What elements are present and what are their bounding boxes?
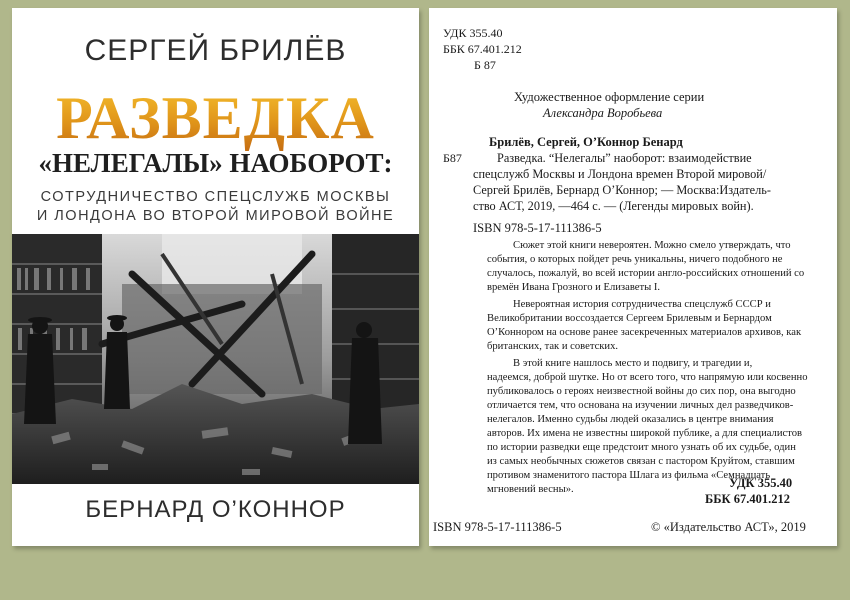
annotation-line: времён Ивана Грозного и Елизаветы I. [487,282,661,293]
annotation-line: В этой книге нашлось место и подвигу, и трагедии и, [513,358,753,369]
footer-isbn: ISBN 978-5-17-111386-5 [433,520,562,534]
cover-subtitle: «НЕЛЕГАЛЫ» НАОБОРОТ: [38,148,393,178]
bibliographic-code: Б87 [443,151,462,165]
annotation-line: нелегалов. Именно судьбы людей оказались в центре внимания [487,414,774,425]
bibliographic-line: ство АСТ, 2019, —464 с. — (Легенды мировых войн). [473,199,754,213]
udk-index: УДК 355.40 [443,26,503,40]
annotation-line: британских, так и советских. [487,341,619,352]
annotation-line: Великобритании воссоздается Сергеем Брилевым и Бернардом [487,313,772,324]
annotation-line: надеемся, доброй шутке. Но от всего того, что напрямую или косвенно [487,372,808,383]
bbk-repeat: ББК 67.401.212 [705,492,790,506]
bibliographic-authors: Брилёв, Сергей, О’Коннор Бенард [489,135,683,149]
annotation-line: мгновений весны». [487,484,574,495]
annotation-line: О’Коннором на основе ранее засекреченных материалов архивов, как [487,327,802,338]
bibliographic-line: Сергей Брилёв, Бернард О’Коннор; — Москва:Издатель- [473,183,771,197]
cover-author-bottom: БЕРНАРД О’КОННОР [85,496,346,523]
cover-title: РАЗВЕДКА [12,84,419,153]
annotation-line: случалось, пожалуй, во всей истории англо-российских отношений со [487,268,805,279]
book-cover [12,8,419,546]
annotation-line: Сюжет этой книги невероятен. Можно смело утверждать, что [513,240,791,251]
isbn: ISBN 978-5-17-111386-5 [473,221,602,235]
annotation-line: события, о которых пойдет речь уникальны, ничего подобного не [487,254,783,265]
cover-tagline-line-1: СОТРУДНИЧЕСТВО СПЕЦСЛУЖБ МОСКВЫ [40,189,391,205]
footer-copyright: © «Издательство АСТ», 2019 [651,520,806,534]
cover-author-top: СЕРГЕЙ БРИЛЁВ [84,34,347,67]
author-mark: Б 87 [474,58,496,72]
imprint-page [429,8,837,546]
series-design-artist: Александра Воробьева [543,106,663,120]
annotation-line: публиковалось о героях неизвестной войны до сих пор, она выгодно [487,386,796,397]
annotation-line: авторов. Их имена не известны широкой публике, а для специалистов [487,428,802,439]
cover-photo-bombed-library [12,234,419,484]
bibliographic-line: Разведка. “Нелегалы” наоборот: взаимодействие [497,151,752,165]
annotation-line: противом знаменитого пастора Шлага из фильма «Семнадцать [487,470,771,481]
cover-tagline-line-2: И ЛОНДОНА ВО ВТОРОЙ МИРОВОЙ ВОЙНЕ [36,208,395,224]
annotation-line: из самых необычных сюжетов связан с пастором Круйтом, ставшим [487,456,795,467]
bibliographic-line: спецслужб Москвы и Лондона времен Второй мировой/ [473,167,767,181]
annotation-line: Невероятная история сотрудничества спецслужб СССР и [513,299,771,310]
udk-repeat: УДК 355.40 [729,476,793,490]
series-design-label: Художественное оформление серии [514,90,705,104]
annotation-line: отличается тем, что основана на изучении личных дел разведчиков- [487,400,794,411]
annotation-line: по истории разведки еще предстоит много узнать об их судьбе, один [487,442,796,453]
bbk-index: ББК 67.401.212 [443,42,522,56]
